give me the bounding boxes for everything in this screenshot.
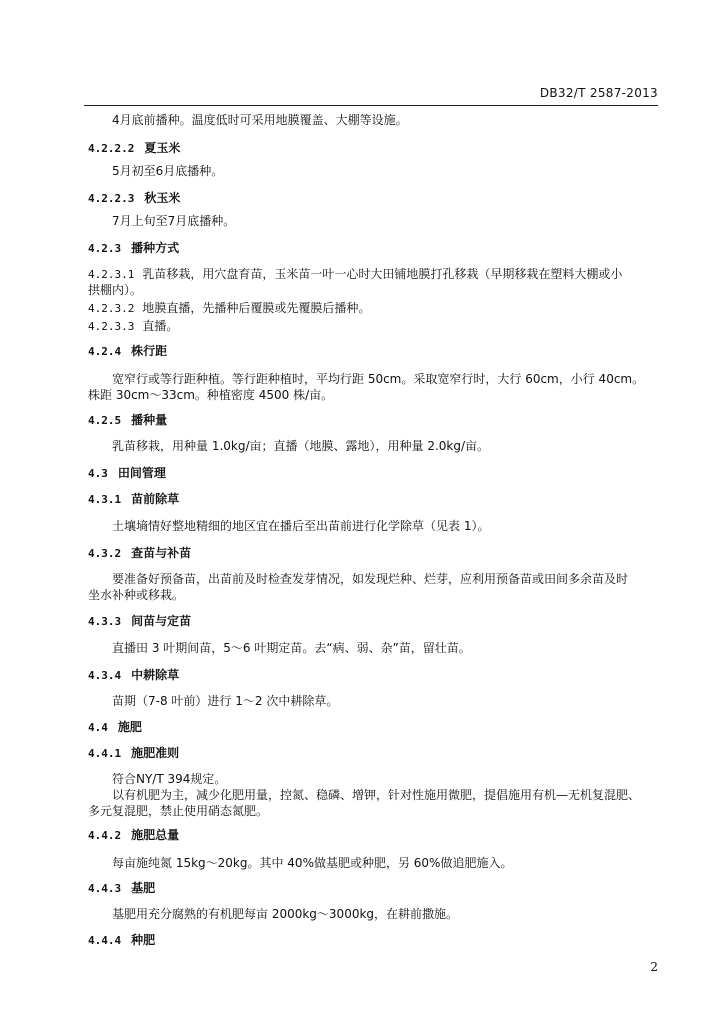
section-title: 施肥 [117, 720, 142, 734]
section-number: 4.3.1 [88, 493, 122, 506]
section-title: 施肥准则 [131, 746, 180, 760]
section-number: 4.3.3 [88, 615, 122, 628]
paragraph-line: 宽窄行或等行距种植。等行距种植时，平均行距 50cm。采取宽窄行时，大行 60cm，小行 40cm。 [112, 372, 645, 386]
section-heading [88, 190, 180, 207]
section-title: 苗前除草 [131, 492, 180, 506]
section-heading [88, 745, 179, 762]
paragraph-continuation: 坐水补种或移栽。 [88, 588, 185, 602]
page-number: 2 [650, 960, 658, 974]
paragraph-line: 乳苗移栽，用种量 1.0kg/亩；直播（地膜、露地），用种量 2.0kg/亩。 [112, 439, 490, 453]
section-number: 4.3.2 [88, 547, 122, 560]
section-heading [88, 412, 167, 429]
paragraph-line: 基肥用充分腐熟的有机肥每亩 2000kg～3000kg，在耕前撒施。 [112, 907, 459, 921]
section-title: 基肥 [131, 881, 156, 895]
section-number: 4.4.1 [88, 747, 122, 760]
section-heading [88, 719, 142, 736]
section-title: 夏玉米 [144, 141, 181, 155]
paragraph-line: 符合NY/T 394规定。 [112, 772, 227, 786]
document-code: DB32/T 2587-2013 [539, 86, 658, 100]
paragraph-line: 苗期（7-8 叶前）进行 1～2 次中耕除草。 [112, 694, 339, 708]
paragraph-line: 每亩施纯氮 15kg～20kg。其中 40%做基肥或种肥，另 60%做追肥施入。 [112, 856, 513, 870]
clause-number: 4.2.3.1 [88, 268, 135, 281]
paragraph-continuation: 拱棚内）。 [88, 283, 143, 297]
section-heading [88, 240, 179, 257]
numbered-clause [88, 266, 622, 283]
paragraph-line: 7月上旬至7月底播种。 [112, 214, 236, 228]
paragraph-line: 土壤墒情好整地精细的地区宜在播后至出苗前进行化学除草（见表 1）。 [112, 519, 490, 533]
section-number: 4.3.4 [88, 669, 122, 682]
section-title: 株行距 [131, 344, 168, 358]
section-heading [88, 343, 167, 360]
section-title: 播种量 [131, 413, 168, 427]
numbered-clause [88, 318, 178, 335]
paragraph-continuation: 株距 30cm～33cm。种植密度 4500 株/亩。 [88, 388, 334, 402]
section-heading [88, 827, 179, 844]
section-number: 4.3 [88, 467, 108, 480]
clause-text: 地膜直播，先播种后覆膜或先覆膜后播种。 [142, 301, 371, 315]
section-title: 查苗与补苗 [131, 546, 192, 560]
paragraph-continuation: 多元复混肥，禁止使用硝态氮肥。 [88, 804, 269, 818]
paragraph-line: 4月底前播种。温度低时可采用地膜覆盖、大棚等设施。 [112, 113, 408, 127]
paragraph-line: 要准备好预备苗，出苗前及时检查发芽情况，如发现烂种、烂芽，应利用预备苗或田间多余苗及时 [112, 572, 629, 586]
section-heading [88, 140, 180, 157]
section-title: 施肥总量 [131, 828, 180, 842]
clause-text: 直播。 [142, 319, 179, 333]
section-title: 中耕除草 [131, 668, 180, 682]
section-title: 播种方式 [131, 241, 180, 255]
section-number: 4.4 [88, 721, 108, 734]
section-heading [88, 545, 191, 562]
paragraph-line: 直播田 3 叶期间苗，5～6 叶期定苗。去“病、弱、杂”苗，留壮苗。 [112, 641, 471, 655]
clause-text: 乳苗移栽，用穴盘育苗，玉米苗一叶一心时大田铺地膜打孔移栽（早期移栽在塑料大棚或小 [142, 267, 623, 281]
section-heading [88, 667, 179, 684]
clause-number: 4.2.3.3 [88, 320, 135, 333]
numbered-clause [88, 300, 370, 317]
section-number: 4.4.4 [88, 934, 122, 947]
section-heading [88, 491, 179, 508]
section-heading [88, 465, 166, 482]
section-title: 秋玉米 [144, 191, 181, 205]
section-title: 种肥 [131, 933, 156, 947]
section-number: 4.2.2.3 [88, 192, 135, 205]
section-heading [88, 932, 155, 949]
section-number: 4.2.5 [88, 414, 122, 427]
section-number: 4.2.3 [88, 242, 122, 255]
paragraph-line: 5月初至6月底播种。 [112, 164, 224, 178]
section-number: 4.2.4 [88, 345, 122, 358]
section-heading [88, 613, 191, 630]
section-number: 4.4.3 [88, 882, 122, 895]
section-title: 间苗与定苗 [131, 614, 192, 628]
paragraph-line: 以有机肥为主，减少化肥用量，控氮、稳磷、增钾，针对性施用微肥，提倡施用有机—无机复混肥、 [112, 788, 641, 802]
header-divider [84, 105, 658, 106]
clause-number: 4.2.3.2 [88, 302, 135, 315]
section-heading [88, 880, 155, 897]
section-number: 4.4.2 [88, 829, 122, 842]
section-title: 田间管理 [117, 466, 166, 480]
section-number: 4.2.2.2 [88, 142, 135, 155]
